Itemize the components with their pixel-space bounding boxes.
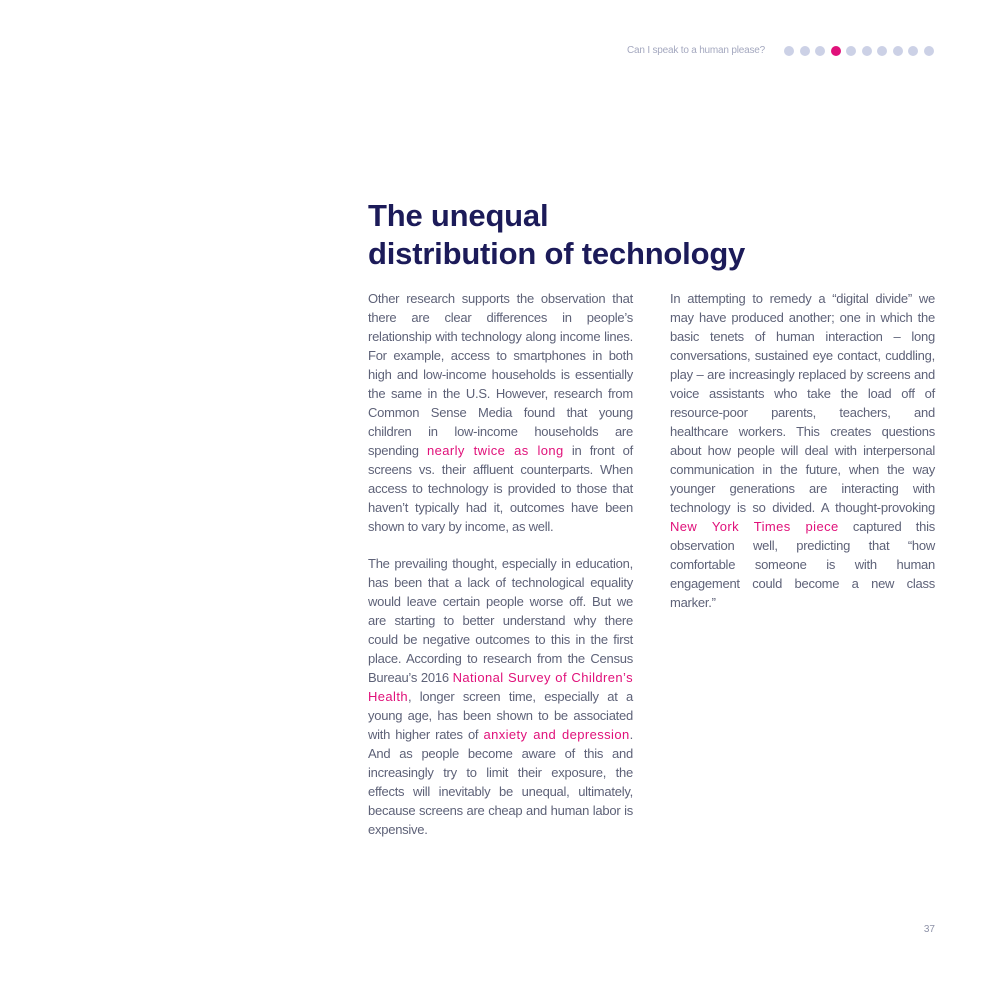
progress-dot-active: [831, 46, 841, 56]
progress-dot: [846, 46, 856, 56]
text-run: , longer screen time, especially at a young age, has been shown to be associated with higher rates of: [368, 689, 633, 742]
link-anxiety-depression[interactable]: anxiety and depression: [483, 727, 630, 742]
text-run: In attempting to remedy a “digital divide” we may have produced another; one in which the basic tenets of human interaction – long conversations, sustained eye contact, cuddling, play – are increasingly replaced by screens and voice assistants who take the load off of resource-poor parents, teachers, and healthcare workers. This creates questions about how people will deal with interpersonal communication in the future, when the way younger generations are interacting with technology is so divided. A thought-provoking: [670, 291, 935, 515]
text-run: Other research supports the observation that there are clear differences in people’s relationship with technology along income lines. For example, access to smartphones in both high and low-income households is essentially the same in the U.S. However, research from Common Sense Media found that young children in low-income households are spending: [368, 291, 633, 458]
text-run: . And as people become aware of this and increasingly try to limit their exposure, the effects will inevitably be unequal, ultimately, because screens are cheap and human labor is expensive.: [368, 727, 633, 837]
link-nyt-piece[interactable]: New York Times piece: [670, 519, 839, 534]
paragraph: [368, 554, 633, 839]
paragraph: [368, 289, 633, 536]
link-national-survey[interactable]: National Survey of Children’s Health: [368, 670, 633, 704]
progress-dot: [784, 46, 794, 56]
running-title: Can I speak to a human please?: [627, 45, 765, 56]
text-run: captured this observation well, predicting that “how comfortable someone is with human engagement could become a new class marker.”: [670, 519, 935, 610]
progress-dot: [877, 46, 887, 56]
left-column: [368, 289, 633, 857]
progress-dot: [893, 46, 903, 56]
progress-dot: [815, 46, 825, 56]
link-nearly-twice-as-long[interactable]: nearly twice as long: [426, 443, 564, 458]
progress-dot: [908, 46, 918, 56]
progress-dot: [924, 46, 934, 56]
paragraph: [670, 289, 935, 612]
page-number: 37: [923, 924, 935, 935]
text-run: in front of screens vs. their affluent counterparts. When access to technology is provided to those that haven’t typically had it, outcomes have been shown to vary by income, as well.: [368, 443, 633, 534]
progress-dot: [862, 46, 872, 56]
progress-dot: [800, 46, 810, 56]
progress-dots: [784, 46, 934, 56]
text-run: The prevailing thought, especially in education, has been that a lack of technological equality would leave certain people worse off. But we are starting to better understand why there could be negative outcomes to this in the first place. According to research from the Census Bureau’s 2016: [368, 556, 633, 685]
article-title: [368, 197, 928, 273]
title-line-1: The unequal: [368, 198, 549, 233]
right-column: [670, 289, 935, 630]
title-line-2: distribution of technology: [368, 236, 746, 271]
